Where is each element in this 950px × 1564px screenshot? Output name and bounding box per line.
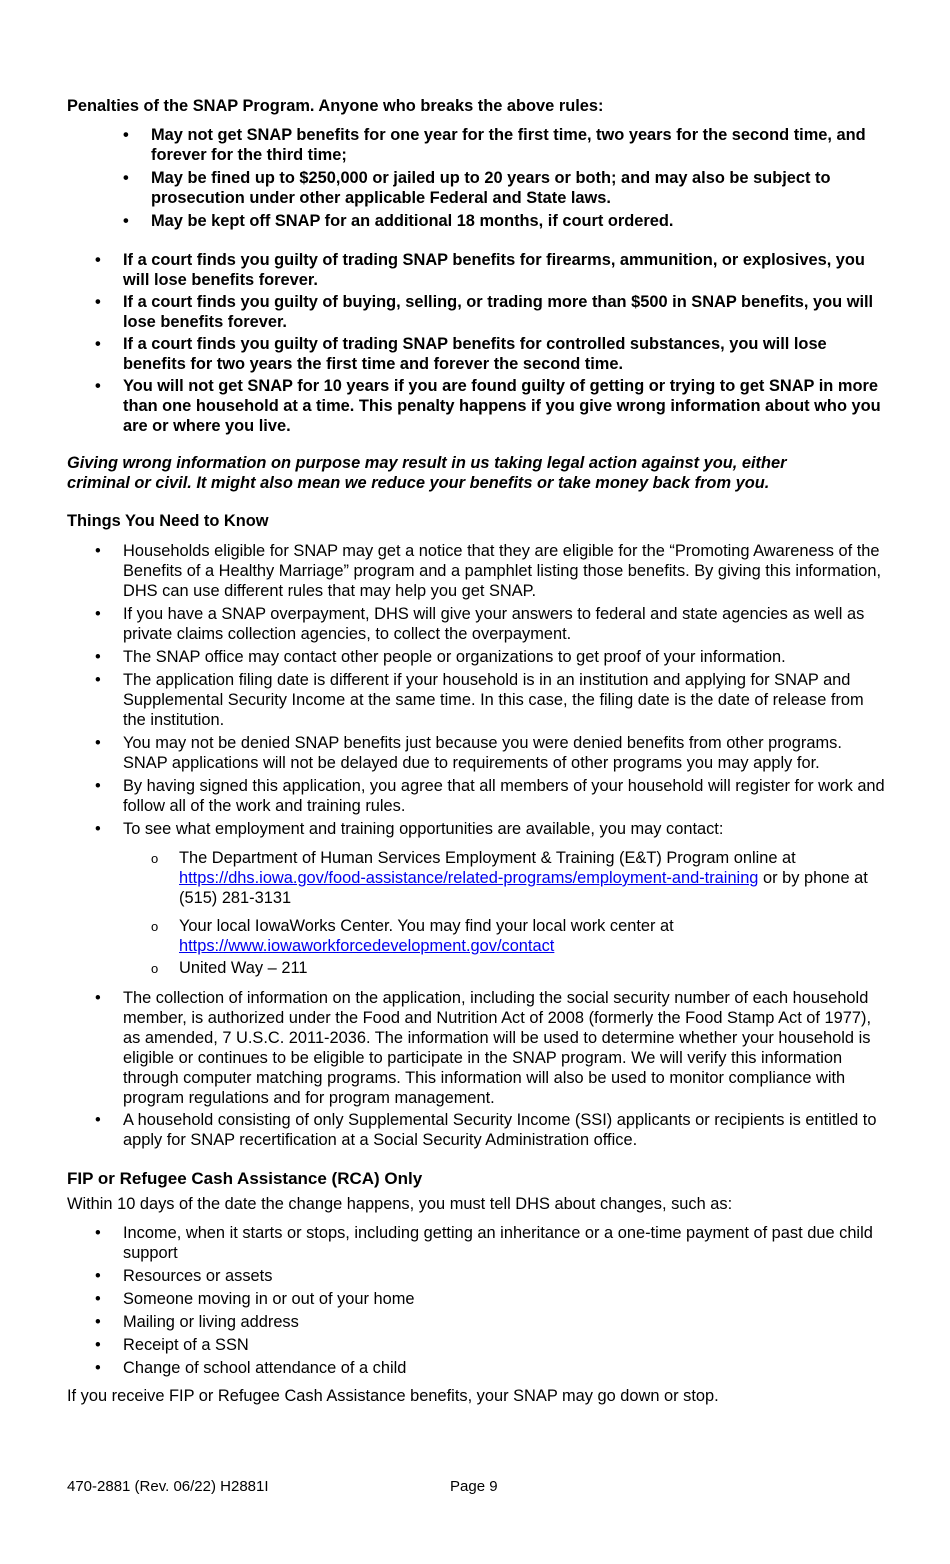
list-item: • Resources or assets (123, 1266, 887, 1286)
list-item: • Households eligible for SNAP may get a notice that they are eligible for the “Promoting Awareness of the Benefits of a Healthy Marriage” program and a pamphlet listing those benefits. By giving this information, DHS can use different rules that may help you get SNAP. (123, 541, 887, 601)
list-item: • If a court finds you guilty of trading SNAP benefits for firearms, ammunition, or explosives, you will lose benefits forever. (123, 250, 887, 290)
list-item: • May not get SNAP benefits for one year for the first time, two years for the second time, and forever for the third time; (151, 125, 887, 165)
penalties-list (123, 250, 887, 436)
list-item: • May be fined up to $250,000 or jailed up to 20 years or both; and may also be subject to prosecution under other applicable Federal and State laws. (151, 168, 887, 208)
list-item: • The collection of information on the application, including the social security number of each household member, is authorized under the Food and Nutrition Act of 2008 (formerly the Food Stamp Act of 1977), as amended, 7 U.S.C. 2011-2036. The information will be used to determine whether your household is eligible or continues to be eligible to participate in the SNAP program. We will verify this information through computer matching programs. This information will also be used to monitor compliance with program regulations and for program management. (123, 988, 887, 1108)
list-item: • You will not get SNAP for 10 years if you are found guilty of getting or trying to get SNAP in more than one household at a time. This penalty happens if you give wrong information about who you are or where you live. (123, 376, 887, 436)
things-list (123, 541, 887, 839)
list-item: • If you have a SNAP overpayment, DHS will give your answers to federal and state agencies as well as private claims collection agencies, to collect the overpayment. (123, 604, 887, 644)
list-item: • Income, when it starts or stops, including getting an inheritance or a one-time payment of past due child support (123, 1223, 887, 1263)
list-item: • The SNAP office may contact other people or organizations to get proof of your information. (123, 647, 887, 667)
dhs-employment-link[interactable]: https://dhs.iowa.gov/food-assistance/related-programs/employment-and-training (179, 869, 759, 887)
contact-dhs-phone: or by phone at (515) 281-3131 (179, 869, 868, 907)
list-item: • Mailing or living address (123, 1312, 887, 1332)
contact-iowaworks-text: Your local IowaWorks Center. You may find your local work center at (179, 917, 674, 935)
penalties-heading: Penalties of the SNAP Program. Anyone who breaks the above rules: (67, 97, 604, 115)
document-page (67, 96, 887, 1406)
fip-heading: FIP or Refugee Cash Assistance (RCA) Only (67, 1169, 423, 1188)
fip-closing: If you receive FIP or Refugee Cash Assistance benefits, your SNAP may go down or stop. (67, 1387, 719, 1405)
list-item: • The application filing date is different if your household is in an institution and applying for SNAP and Supplemental Security Income at the same time. In this case, the filing date is the date of release from the institution. (123, 670, 887, 730)
page-number: Page 9 (450, 1478, 498, 1495)
form-id: 470-2881 (Rev. 06/22) H2881I (67, 1478, 269, 1495)
contact-dhs (179, 848, 887, 908)
list-item: • Change of school attendance of a child (123, 1358, 887, 1378)
fip-intro: Within 10 days of the date the change happens, you must tell DHS about changes, such as: (67, 1195, 733, 1213)
things-heading: Things You Need to Know (67, 512, 269, 530)
contact-iowaworks (179, 916, 887, 956)
contacts-list (179, 848, 887, 978)
list-item: • If a court finds you guilty of buying, selling, or trading more than $500 in SNAP benefits, you will lose benefits forever. (123, 292, 887, 332)
contact-united-way: o United Way – 211 (179, 958, 887, 978)
fip-changes-list (123, 1223, 887, 1378)
legal-warning: Giving wrong information on purpose may result in us taking legal action against you, either criminal or civil. It might also mean we reduce your benefits or take money back from you. (67, 454, 787, 492)
iowaworks-contact-link[interactable]: https://www.iowaworkforcedevelopment.gov/contact (179, 937, 555, 955)
list-item: • If a court finds you guilty of trading SNAP benefits for controlled substances, you will lose benefits for two years the first time and forever the second time. (123, 334, 887, 374)
list-item: • By having signed this application, you agree that all members of your household will register for work and follow all of the work and training rules. (123, 776, 887, 816)
list-item: • A household consisting of only Supplemental Security Income (SSI) applicants or recipients is entitled to apply for SNAP recertification at a Social Security Administration office. (123, 1110, 887, 1150)
list-item: • You may not be denied SNAP benefits just because you were denied benefits from other programs. SNAP applications will not be delayed due to requirements of other programs you may apply for. (123, 733, 887, 773)
list-item: • May be kept off SNAP for an additional 18 months, if court ordered. (151, 211, 887, 231)
penalties-sub-list (151, 125, 887, 231)
contact-dhs-text: The Department of Human Services Employment & Training (E&T) Program online at (179, 849, 796, 867)
list-item: • Receipt of a SSN (123, 1335, 887, 1355)
list-item: • To see what employment and training opportunities are available, you may contact: (123, 819, 887, 839)
list-item: • Someone moving in or out of your home (123, 1289, 887, 1309)
things-list-continued (123, 988, 887, 1150)
